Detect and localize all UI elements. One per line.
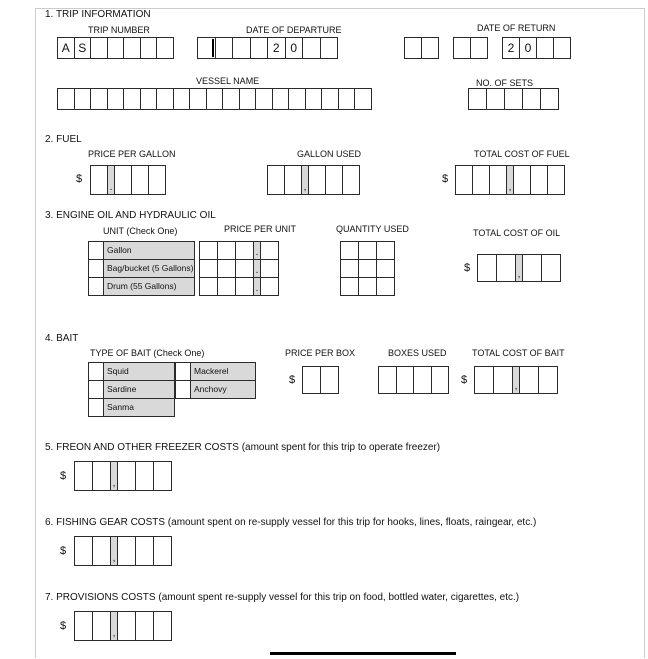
fuel-total-boxes [455, 165, 565, 195]
fuel-total-label: TOTAL COST OF FUEL [474, 149, 570, 159]
input-cell[interactable] [114, 165, 132, 195]
input-cell[interactable] [504, 88, 523, 110]
vessel-name-boxes [57, 88, 372, 110]
input-cell[interactable] [358, 277, 377, 296]
input-cell[interactable] [272, 88, 290, 110]
trip-number-label: TRIP NUMBER [88, 25, 150, 35]
input-cell[interactable] [123, 88, 141, 110]
oil-unit-label: UNIT (Check One) [103, 226, 178, 236]
input-cell[interactable] [153, 461, 172, 491]
fuel-used-boxes [267, 165, 360, 195]
sets-label: NO. OF SETS [476, 78, 534, 88]
bait-type-option: Sardine [103, 380, 175, 399]
input-cell[interactable] [536, 37, 554, 59]
return-month-boxes [404, 37, 439, 59]
bait-total-label: TOTAL COST OF BAIT [472, 348, 565, 358]
bait-type-option: Sanma [103, 398, 175, 417]
comma-separator-cell: , [110, 536, 118, 566]
input-cell[interactable] [173, 88, 191, 110]
input-cell[interactable] [553, 37, 571, 59]
oil-price-label: PRICE PER UNIT [224, 224, 297, 234]
input-cell[interactable] [92, 536, 111, 566]
comma-separator-cell: , [506, 165, 514, 195]
input-cell[interactable] [153, 536, 172, 566]
comma-separator-cell: , [512, 366, 520, 394]
input-cell[interactable] [232, 37, 251, 59]
input-cell[interactable] [522, 88, 541, 110]
input-cell[interactable] [302, 366, 321, 394]
oil-qty-label: QUANTITY USED [336, 224, 409, 234]
input-cell[interactable] [92, 461, 111, 491]
prefilled-cell: S [74, 37, 92, 59]
bait-type-checkbox[interactable] [88, 398, 104, 417]
provisions-cost-boxes [74, 611, 172, 641]
input-cell[interactable] [376, 241, 395, 260]
input-cell[interactable] [131, 165, 149, 195]
input-cell[interactable] [148, 165, 166, 195]
freon-currency: $ [60, 470, 67, 482]
table-row [175, 380, 256, 399]
input-cell[interactable] [522, 254, 542, 282]
oil-total-label: TOTAL COST OF OIL [473, 228, 561, 238]
input-cell[interactable] [260, 259, 279, 278]
input-cell[interactable] [260, 241, 279, 260]
bait-type-option: Mackerel [190, 362, 256, 381]
oil-unit-option: Drum (55 Gallons) [103, 277, 195, 296]
bait-type-checkbox[interactable] [88, 362, 104, 381]
input-cell[interactable] [358, 241, 377, 260]
section-freon-title: 5. FREON AND OTHER FREEZER COSTS (amount spent for this trip to operate freezer) [45, 442, 441, 453]
prefilled-cell: 2 [502, 37, 520, 59]
decimal-separator-cell: . [107, 165, 115, 195]
oil-unit-option: Gallon [103, 241, 195, 260]
input-cell[interactable] [288, 88, 306, 110]
input-cell[interactable] [74, 461, 93, 491]
bait-type-option: Anchovy [190, 380, 256, 399]
input-cell[interactable] [135, 611, 154, 641]
section-provisions-title: 7. PROVISIONS COSTS (amount spent re-supply vessel for this trip on food, bottled water, cigarettes, etc.) [45, 592, 520, 603]
table-row [175, 362, 256, 381]
input-cell[interactable] [547, 165, 565, 195]
oil-qty-row [340, 277, 395, 296]
input-cell[interactable] [135, 461, 154, 491]
input-cell[interactable] [486, 88, 505, 110]
bait-type-table-left [88, 362, 175, 417]
gear-cost-boxes [74, 536, 172, 566]
input-cell[interactable] [189, 88, 207, 110]
fuel-price-currency: $ [76, 173, 83, 185]
prefilled-cell: 0 [285, 37, 304, 59]
input-cell[interactable] [215, 37, 234, 59]
oil-total-boxes [477, 254, 561, 282]
table-row [88, 259, 195, 278]
departure-label: DATE OF DEPARTURE [246, 25, 342, 35]
input-cell[interactable] [74, 611, 93, 641]
input-cell[interactable] [217, 277, 236, 296]
input-cell[interactable] [140, 37, 158, 59]
input-cell[interactable] [235, 277, 254, 296]
input-cell[interactable] [404, 37, 422, 59]
prefilled-cell: 2 [267, 37, 286, 59]
oil-unit-checkbox[interactable] [88, 277, 104, 296]
bait-used-boxes [378, 366, 449, 394]
input-cell[interactable] [321, 88, 339, 110]
oil-price-row [199, 241, 279, 260]
input-cell[interactable] [513, 165, 531, 195]
input-cell[interactable] [267, 165, 285, 195]
input-cell[interactable] [222, 88, 240, 110]
decimal-separator-cell: . [253, 259, 261, 278]
input-cell[interactable] [117, 461, 136, 491]
input-cell[interactable] [199, 259, 218, 278]
vessel-name-label: VESSEL NAME [196, 76, 260, 86]
input-cell[interactable] [496, 254, 516, 282]
table-row [88, 398, 175, 417]
input-cell[interactable] [468, 88, 487, 110]
input-cell[interactable] [320, 366, 339, 394]
input-cell[interactable] [156, 88, 174, 110]
input-cell[interactable] [250, 37, 269, 59]
departure-date-boxes [197, 37, 338, 59]
input-cell[interactable] [140, 88, 158, 110]
input-cell[interactable] [107, 37, 125, 59]
oil-unit-checkbox[interactable] [88, 259, 104, 278]
input-cell[interactable] [217, 241, 236, 260]
input-cell[interactable] [340, 259, 359, 278]
bait-type-checkbox[interactable] [175, 380, 191, 399]
return-label: DATE OF RETURN [477, 23, 556, 33]
input-cell[interactable] [74, 88, 92, 110]
input-cell[interactable] [396, 366, 415, 394]
input-cell[interactable] [477, 254, 497, 282]
trip-number-boxes [57, 37, 174, 59]
table-row [88, 241, 195, 260]
input-cell[interactable] [217, 259, 236, 278]
input-cell[interactable] [199, 241, 218, 260]
input-cell[interactable] [90, 165, 108, 195]
input-cell[interactable] [472, 165, 490, 195]
oil-qty-row [340, 259, 395, 278]
input-cell[interactable] [538, 366, 558, 394]
input-cell[interactable] [338, 88, 356, 110]
bait-price-label: PRICE PER BOX [285, 348, 356, 358]
input-cell[interactable] [489, 165, 507, 195]
oil-unit-checkbox[interactable] [88, 241, 104, 260]
oil-price-row [199, 277, 279, 296]
table-row [88, 362, 175, 381]
input-cell[interactable] [92, 611, 111, 641]
section-bait-title: 4. BAIT [45, 333, 79, 344]
bait-used-label: BOXES USED [388, 348, 447, 358]
input-cell[interactable] [235, 241, 254, 260]
input-cell[interactable] [453, 37, 471, 59]
input-cell[interactable] [413, 366, 432, 394]
input-cell[interactable] [376, 277, 395, 296]
oil-unit-table [88, 241, 195, 296]
table-row [88, 277, 195, 296]
freon-cost-boxes [74, 461, 172, 491]
bait-total-currency: $ [461, 374, 468, 386]
oil-qty-row [340, 241, 395, 260]
bait-total-boxes [474, 366, 558, 394]
bait-type-table-right [175, 362, 256, 399]
input-cell[interactable] [199, 277, 218, 296]
input-cell[interactable] [90, 88, 108, 110]
decimal-separator-cell: . [253, 277, 261, 296]
comma-separator-cell: , [301, 165, 309, 195]
section-trip-title: 1. TRIP INFORMATION [45, 9, 151, 20]
input-cell[interactable] [255, 88, 273, 110]
bait-type-checkbox[interactable] [175, 362, 191, 381]
input-cell[interactable] [378, 366, 397, 394]
input-cell[interactable] [421, 37, 439, 59]
input-cell[interactable] [340, 241, 359, 260]
oil-total-currency: $ [464, 262, 471, 274]
bait-price-currency: $ [289, 374, 296, 386]
footer-rule [270, 652, 456, 655]
section-gear-title: 6. FISHING GEAR COSTS (amount spent on re-supply vessel for this trip for hooks, lines, floats, raingear, etc.) [45, 517, 537, 528]
input-cell[interactable] [260, 277, 279, 296]
input-cell[interactable] [376, 259, 395, 278]
return-date-boxes [404, 37, 571, 59]
input-cell[interactable] [470, 37, 488, 59]
fuel-used-label: GALLON USED [297, 149, 362, 159]
input-cell[interactable] [153, 611, 172, 641]
input-cell[interactable] [302, 37, 321, 59]
prefilled-cell: 0 [519, 37, 537, 59]
fuel-price-boxes [90, 165, 166, 195]
input-cell[interactable] [90, 37, 108, 59]
input-cell[interactable] [57, 88, 75, 110]
bait-type-option: Squid [103, 362, 175, 381]
comma-separator-cell: , [110, 461, 118, 491]
oil-unit-option: Bag/bucket (5 Gallons) [103, 259, 195, 278]
input-cell[interactable] [206, 88, 224, 110]
input-cell[interactable] [239, 88, 257, 110]
oil-price-grid [199, 241, 279, 296]
gear-currency: $ [60, 545, 67, 557]
input-cell[interactable] [117, 536, 136, 566]
input-cell[interactable] [340, 277, 359, 296]
input-cell[interactable] [541, 254, 561, 282]
section-oil-title: 3. ENGINE OIL AND HYDRAULIC OIL [45, 210, 216, 221]
oil-price-row [199, 259, 279, 278]
prefilled-cell: A [57, 37, 75, 59]
section-fuel-title: 2. FUEL [45, 134, 82, 145]
table-row [88, 380, 175, 399]
input-cell[interactable] [308, 165, 326, 195]
input-cell[interactable] [358, 259, 377, 278]
return-day-boxes [453, 37, 488, 59]
provisions-currency: $ [60, 620, 67, 632]
input-cell[interactable] [284, 165, 302, 195]
input-cell[interactable] [530, 165, 548, 195]
input-cell[interactable] [342, 165, 360, 195]
input-cell[interactable] [431, 366, 450, 394]
text-cursor [212, 39, 214, 57]
input-cell[interactable] [235, 259, 254, 278]
input-cell[interactable] [519, 366, 539, 394]
input-cell[interactable] [117, 611, 136, 641]
input-cell[interactable] [325, 165, 343, 195]
fuel-total-currency: $ [442, 173, 449, 185]
comma-separator-cell: , [515, 254, 523, 282]
input-cell[interactable] [540, 88, 559, 110]
input-cell[interactable] [455, 165, 473, 195]
input-cell[interactable] [123, 37, 141, 59]
fuel-price-label: PRICE PER GALLON [88, 149, 176, 159]
sets-boxes [468, 88, 559, 110]
input-cell[interactable] [474, 366, 494, 394]
oil-qty-grid [340, 241, 395, 296]
input-cell[interactable] [135, 536, 154, 566]
input-cell[interactable] [320, 37, 339, 59]
input-cell[interactable] [107, 88, 125, 110]
input-cell[interactable] [156, 37, 174, 59]
decimal-separator-cell: . [253, 241, 261, 260]
bait-type-checkbox[interactable] [88, 380, 104, 399]
input-cell[interactable] [354, 88, 372, 110]
input-cell[interactable] [305, 88, 323, 110]
bait-type-label: TYPE OF BAIT (Check One) [90, 348, 205, 358]
return-year-boxes [502, 37, 571, 59]
comma-separator-cell: , [110, 611, 118, 641]
input-cell[interactable] [493, 366, 513, 394]
input-cell[interactable] [74, 536, 93, 566]
bait-price-boxes [302, 366, 339, 394]
